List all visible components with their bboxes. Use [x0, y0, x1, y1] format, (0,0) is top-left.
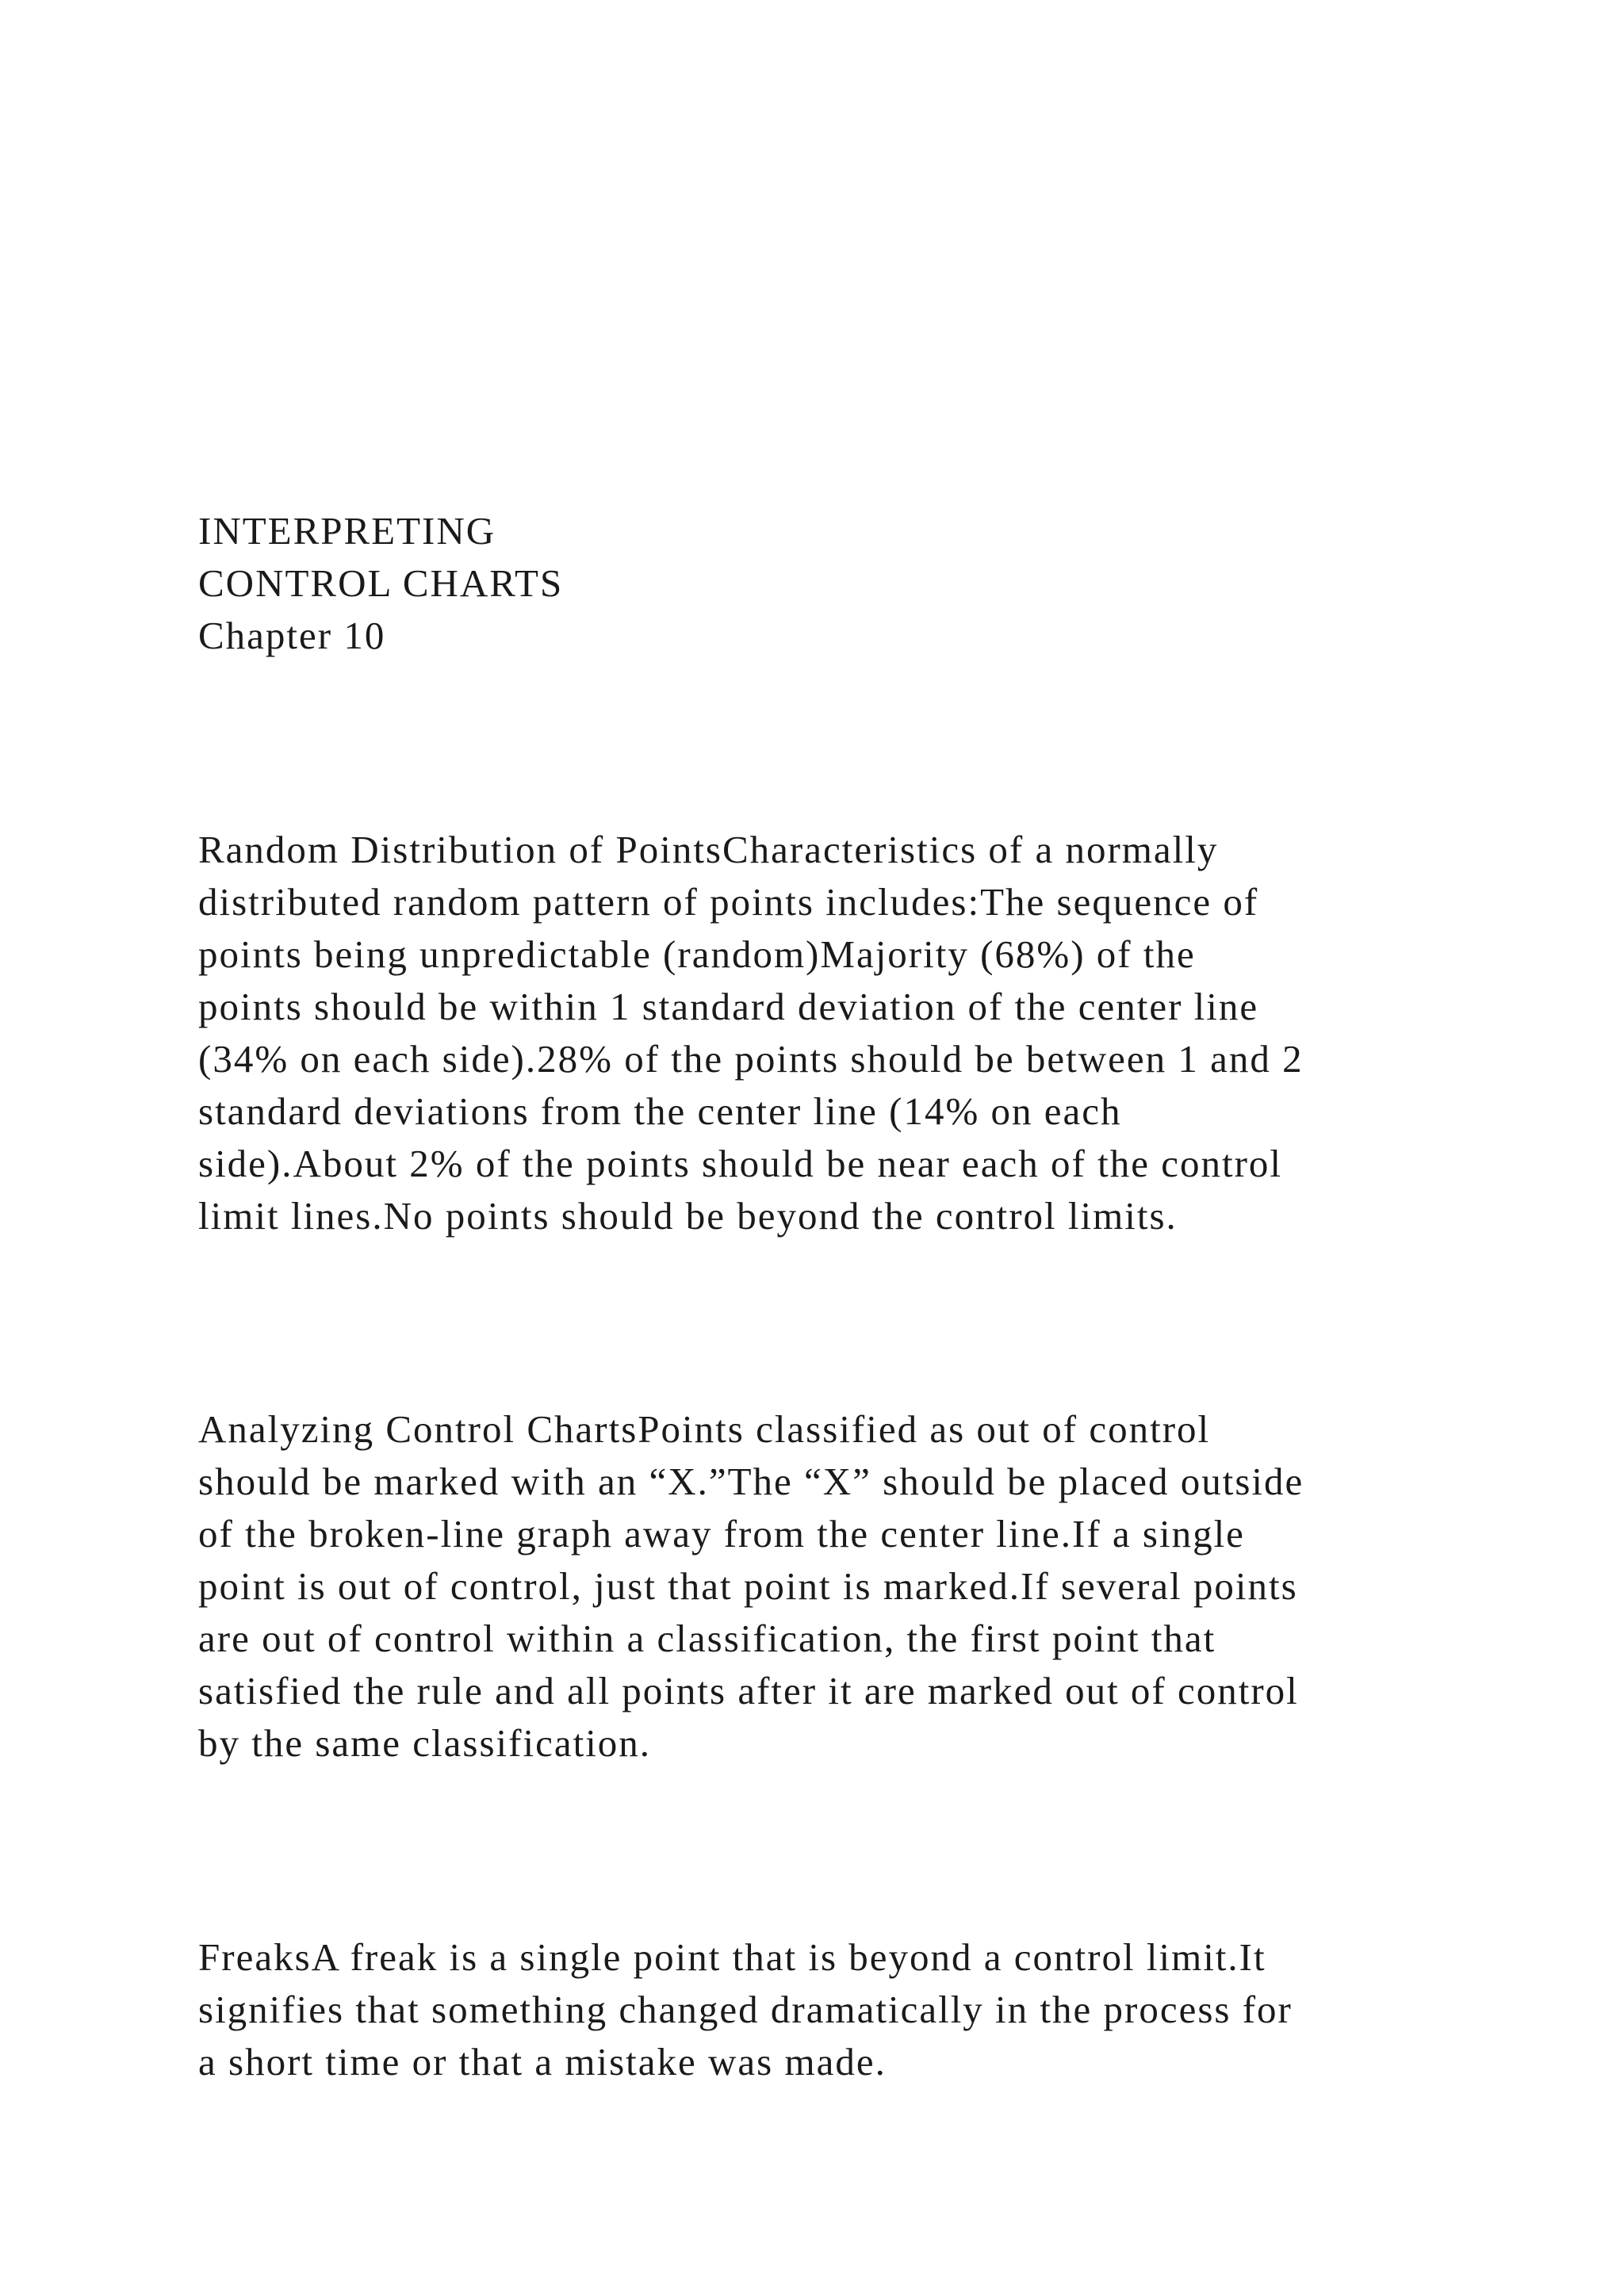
title-line: CONTROL CHARTS [198, 561, 564, 605]
paragraph-line: FreaksA freak is a single point that is beyond a control limit.It [198, 1935, 1266, 1979]
paragraph-line: Analyzing Control ChartsPoints classified as out of control [198, 1407, 1211, 1451]
paragraph-line: a short time or that a mistake was made. [198, 2040, 887, 2084]
paragraph-line: limit lines.No points should be beyond the control limits. [198, 1194, 1178, 1238]
paragraph-line: are out of control within a classification, the first point that [198, 1617, 1216, 1660]
paragraph-line: should be marked with an “X.”The “X” should be placed outside [198, 1460, 1304, 1503]
title-line: INTERPRETING [198, 509, 496, 553]
paragraph-line: points should be within 1 standard deviation of the center line [198, 985, 1259, 1028]
paragraph-line: of the broken-line graph away from the center line.If a single [198, 1512, 1245, 1556]
paragraph-line: standard deviations from the center line (14% on each [198, 1089, 1122, 1133]
paragraph-line: points being unpredictable (random)Majority (68%) of the [198, 932, 1196, 976]
paragraph-line: signifies that something changed dramatically in the process for [198, 1988, 1293, 2031]
paragraph-line: side).About 2% of the points should be near each of the control [198, 1142, 1283, 1185]
chapter-label: Chapter 10 [198, 614, 386, 657]
paragraph-line: distributed random pattern of points includes:The sequence of [198, 880, 1259, 924]
paragraph-line: (34% on each side).28% of the points should be between 1 and 2 [198, 1037, 1304, 1081]
paragraph-line: by the same classification. [198, 1721, 652, 1765]
paragraph-line: satisfied the rule and all points after it are marked out of control [198, 1669, 1299, 1712]
paragraph-line: point is out of control, just that point is marked.If several points [198, 1564, 1298, 1608]
paragraph-line: Random Distribution of PointsCharacteristics of a normally [198, 828, 1219, 871]
